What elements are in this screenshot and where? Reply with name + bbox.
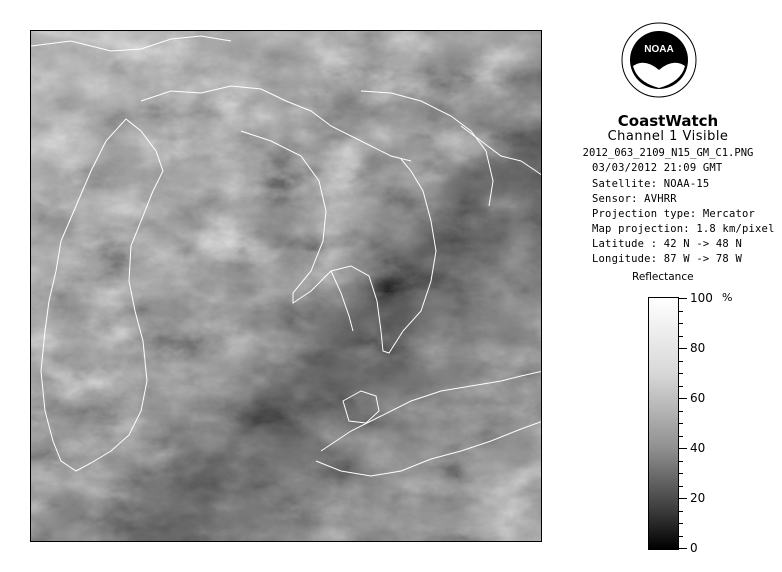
colorbar-minor-tick	[679, 461, 683, 462]
legend-title: Reflectance	[632, 271, 694, 283]
colorbar-major-tick	[679, 548, 687, 549]
colorbar-minor-tick	[679, 336, 683, 337]
colorbar-tick-label: 0	[690, 541, 698, 555]
colorbar-minor-tick	[679, 323, 683, 324]
map-projection-label: Map projection: 1.8 km/pixel	[592, 223, 775, 235]
colorbar-major-tick	[679, 348, 687, 349]
satellite-map	[31, 31, 542, 542]
shading-overlay	[31, 31, 542, 542]
colorbar-minor-tick	[679, 311, 683, 312]
projection-type-label: Projection type: Mercator	[592, 208, 756, 220]
filename-label: 2012_063_2109_N15_GM_C1.PNG	[582, 147, 754, 159]
colorbar-major-tick	[679, 298, 687, 299]
colorbar-tick-label: 100	[690, 291, 713, 305]
longitude-label: Longitude: 87 W -> 78 W	[592, 253, 742, 265]
colorbar-minor-tick	[679, 473, 683, 474]
colorbar-major-tick	[679, 498, 687, 499]
colorbar-minor-tick	[679, 411, 683, 412]
datetime-label: 03/03/2012 21:09 GMT	[592, 162, 723, 174]
colorbar-tick-label: 60	[690, 391, 706, 405]
colorbar-minor-tick	[679, 486, 683, 487]
satellite-image	[30, 30, 542, 542]
colorbar-minor-tick	[679, 436, 683, 437]
colorbar-minor-tick	[679, 523, 683, 524]
colorbar-minor-tick	[679, 361, 683, 362]
colorbar-major-tick	[679, 448, 687, 449]
logo-text: NOAA	[644, 44, 674, 55]
colorbar-major-tick	[679, 398, 687, 399]
colorbar-minor-tick	[679, 423, 683, 424]
legend-unit: %	[722, 291, 733, 304]
noaa-logo	[621, 22, 697, 98]
sensor-label: Sensor: AVHRR	[592, 193, 677, 205]
product-title: CoastWatch	[617, 112, 719, 130]
channel-subtitle: Channel 1 Visible	[607, 129, 729, 144]
colorbar-tick-label: 20	[690, 491, 706, 505]
colorbar-minor-tick	[679, 373, 683, 374]
colorbar-minor-tick	[679, 386, 683, 387]
latitude-label: Latitude : 42 N -> 48 N	[592, 238, 742, 250]
colorbar-minor-tick	[679, 511, 683, 512]
colorbar-tick-label: 80	[690, 341, 706, 355]
colorbar-tick-label: 40	[690, 441, 706, 455]
satellite-label: Satellite: NOAA-15	[592, 178, 710, 190]
colorbar-minor-tick	[679, 536, 683, 537]
reflectance-colorbar	[648, 297, 679, 550]
